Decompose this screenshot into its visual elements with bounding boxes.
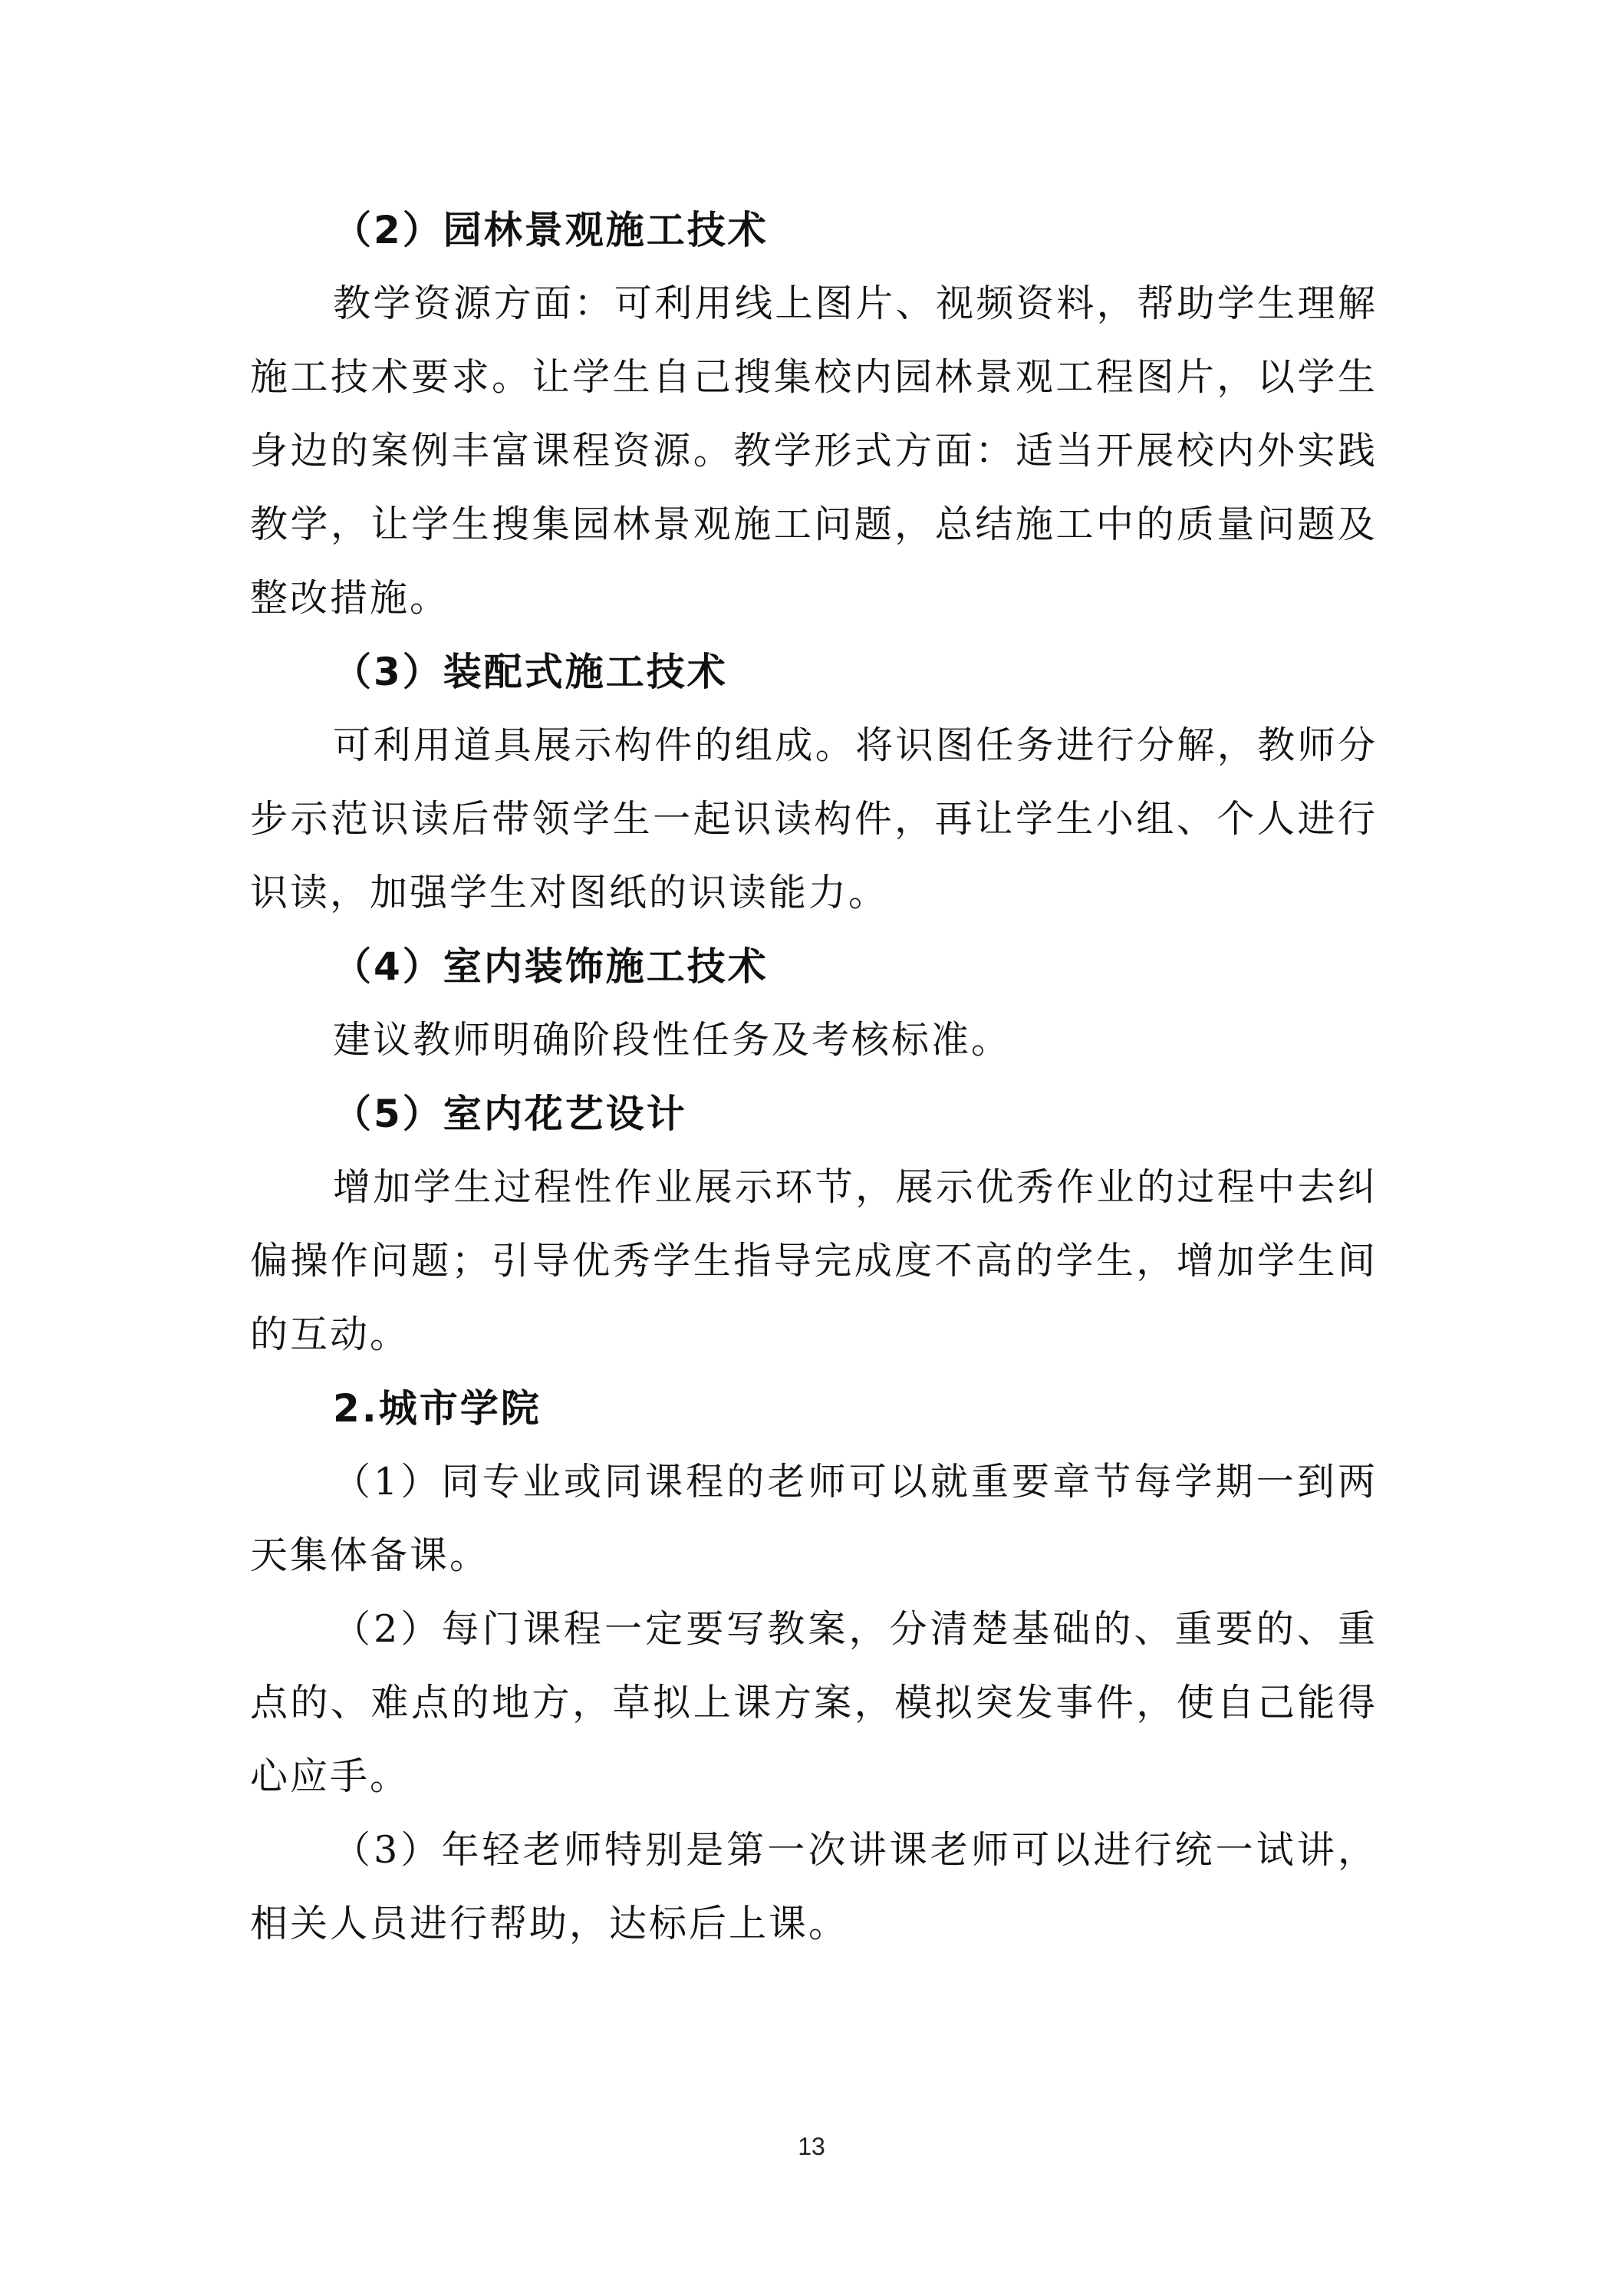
heading-interior-decoration: （4）室内装饰施工技术 [333,944,769,989]
paragraph-prefab-construction: 可利用道具展示构件的组成。将识图任务进行分解，教师分步示范识读后带领学生一起识读构件，再让学生小组、个人进行识读，加强学生对图纸的识读能力。 [250,723,1378,914]
paragraph-landscape-construction: 教学资源方面：可利用线上图片、视频资料，帮助学生理解施工技术要求。让学生自己搜集校内园林景观工程图片，以学生身边的案例丰富课程资源。教学形式方面：适当开展校内外实践教学，让学生搜集园林景观施工问题，总结施工中的质量问题及整改措施。 [250,282,1378,620]
page-number: 13 [798,2133,825,2160]
paragraph-city-college-item-2: （2）每门课程一定要写教案，分清楚基础的、重要的、重点的、难点的地方，草拟上课方案，模拟突发事件，使自己能得心应手。 [250,1607,1378,1798]
heading-floral-design: （5）室内花艺设计 [333,1092,687,1136]
paragraph-floral-design: 增加学生过程性作业展示环节，展示优秀作业的过程中去纠偏操作问题；引导优秀学生指导完成度不高的学生，增加学生间的互动。 [250,1165,1378,1356]
paragraph-city-college-item-3: （3）年轻老师特别是第一次讲课老师可以进行统一试讲，相关人员进行帮助，达标后上课。 [250,1828,1378,1945]
heading-landscape-construction: （2）园林景观施工技术 [333,208,769,252]
heading-prefab-construction: （3）装配式施工技术 [333,650,728,694]
heading-city-college: 2.城市学院 [333,1386,542,1431]
page-content [250,193,1378,1961]
paragraph-city-college-item-1: （1）同专业或同课程的老师可以就重要章节每学期一到两天集体备课。 [250,1460,1378,1577]
paragraph-interior-decoration: 建议教师明确阶段性任务及考核标准。 [333,1018,1012,1062]
